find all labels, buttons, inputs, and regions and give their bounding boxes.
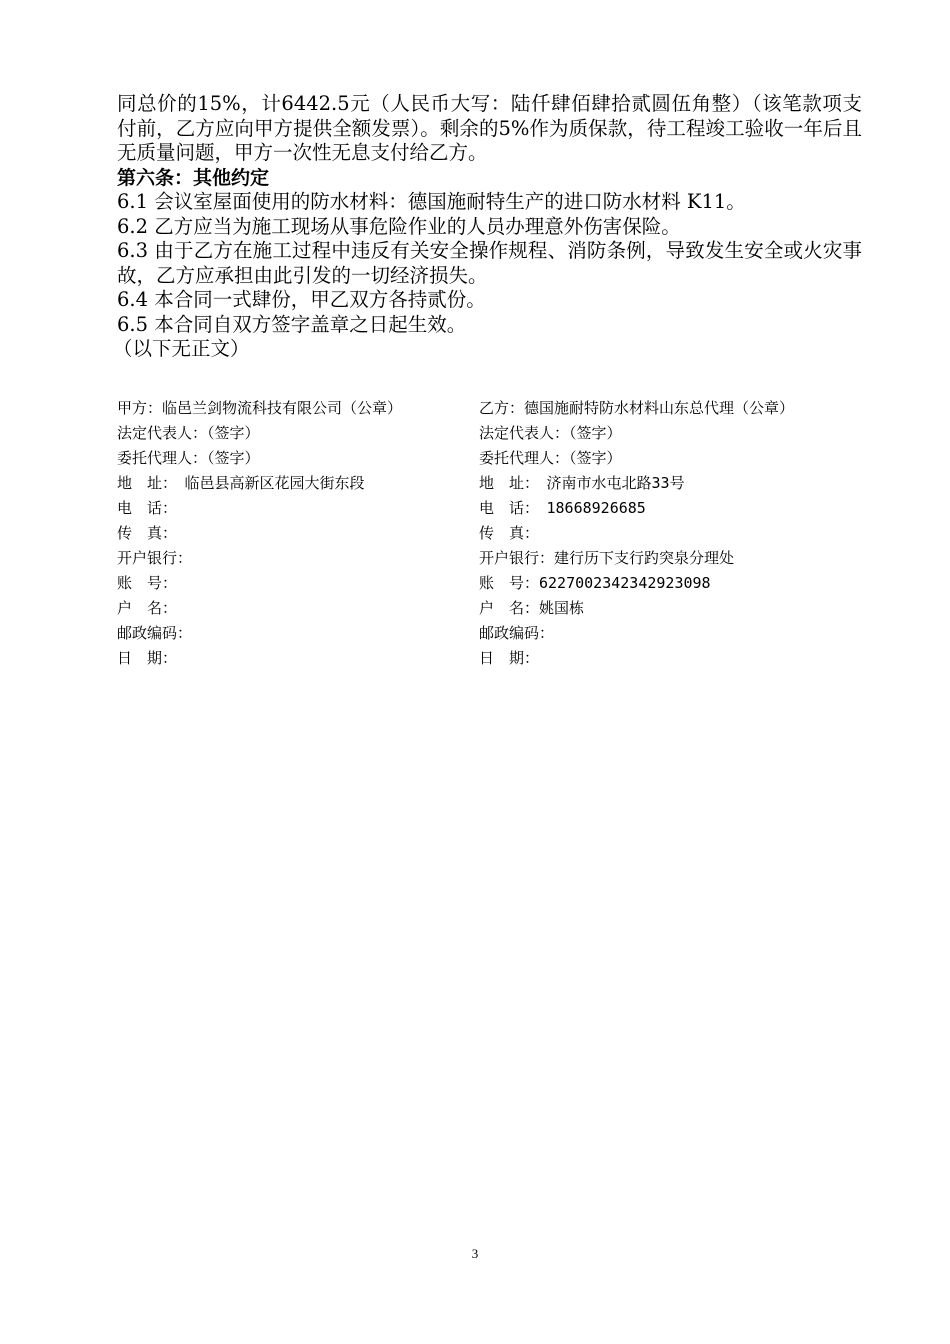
party-b-address: 地 址： 济南市水屯北路33号 <box>479 474 685 492</box>
clause-6-1: 6.1 会议室屋面使用的防水材料：德国施耐特生产的进口防水材料 K11。 <box>117 190 746 213</box>
page-number: 3 <box>471 1246 479 1261</box>
postcode-row <box>117 621 862 646</box>
party-b-bank: 开户银行：建行历下支行趵突泉分理处 <box>479 549 735 567</box>
date-row <box>117 646 862 671</box>
clause-6-2: 6.2 乙方应当为施工现场从事危险作业的人员办理意外伤害保险。 <box>117 214 681 238</box>
party-b-legal-rep: 法定代表人：（签字） <box>479 424 622 442</box>
party-a-postcode: 邮政编码： <box>117 624 193 642</box>
party-a-address: 地 址： 临邑县高新区花园大街东段 <box>117 474 365 492</box>
party-a-date: 日 期： <box>117 649 178 667</box>
party-a-bank: 开户银行： <box>117 549 193 567</box>
article-6-heading: 第六条：其他约定 <box>117 166 270 189</box>
contract-body <box>113 92 862 362</box>
clause-6-5: 6.5 本合同自双方签字盖章之日起生效。 <box>117 312 467 336</box>
party-a-legal-rep: 法定代表人：（签字） <box>117 424 260 442</box>
signature-block <box>117 396 862 671</box>
agent-row <box>117 446 862 471</box>
party-name-row <box>117 396 862 421</box>
account-name-row <box>117 596 862 621</box>
clause-6-3: 6.3 由于乙方在施工过程中违反有关安全操作规程、消防条例，导致发生安全或火灾事故，乙方应承担由此引发的一切经济损失。 <box>117 239 862 287</box>
bank-row <box>117 546 862 571</box>
party-a-name: 甲方：临邑兰剑物流科技有限公司（公章） <box>117 399 403 417</box>
end-of-text-note: （以下无正文） <box>113 337 250 360</box>
fax-row <box>117 521 862 546</box>
party-b-account: 账 号：6227002342342923098 <box>479 574 711 592</box>
phone-row <box>117 496 862 521</box>
party-b-phone: 电 话： 18668926685 <box>479 499 646 517</box>
party-a-phone: 电 话： <box>117 499 178 517</box>
party-b-account-name: 户 名：姚国栋 <box>479 599 585 617</box>
party-a-account-name: 户 名： <box>117 599 178 617</box>
party-a-account: 账 号： <box>117 574 178 592</box>
party-b-postcode: 邮政编码： <box>479 624 555 642</box>
address-row <box>117 471 862 496</box>
legal-rep-row <box>117 421 862 446</box>
party-b-name: 乙方：德国施耐特防水材料山东总代理（公章） <box>479 399 795 417</box>
party-b-date: 日 期： <box>479 649 540 667</box>
clause-6-4: 6.4 本合同一式肆份，甲乙双方各持贰份。 <box>117 288 486 311</box>
party-a-fax: 传 真： <box>117 524 178 542</box>
party-b-agent: 委托代理人：（签字） <box>479 449 622 467</box>
account-row <box>117 571 862 596</box>
party-b-fax: 传 真： <box>479 524 540 542</box>
party-a-agent: 委托代理人：（签字） <box>117 449 260 467</box>
payment-paragraph: 同总价的15%，计6442.5元（人民币大写：陆仟肆佰肆拾贰圆伍角整）（该笔款项支付前，乙方应向甲方提供全额发票）。剩余的5%作为质保款，待工程竣工验收一年后且无质量问题，甲方一次性无息支付给乙方。 <box>117 92 862 164</box>
